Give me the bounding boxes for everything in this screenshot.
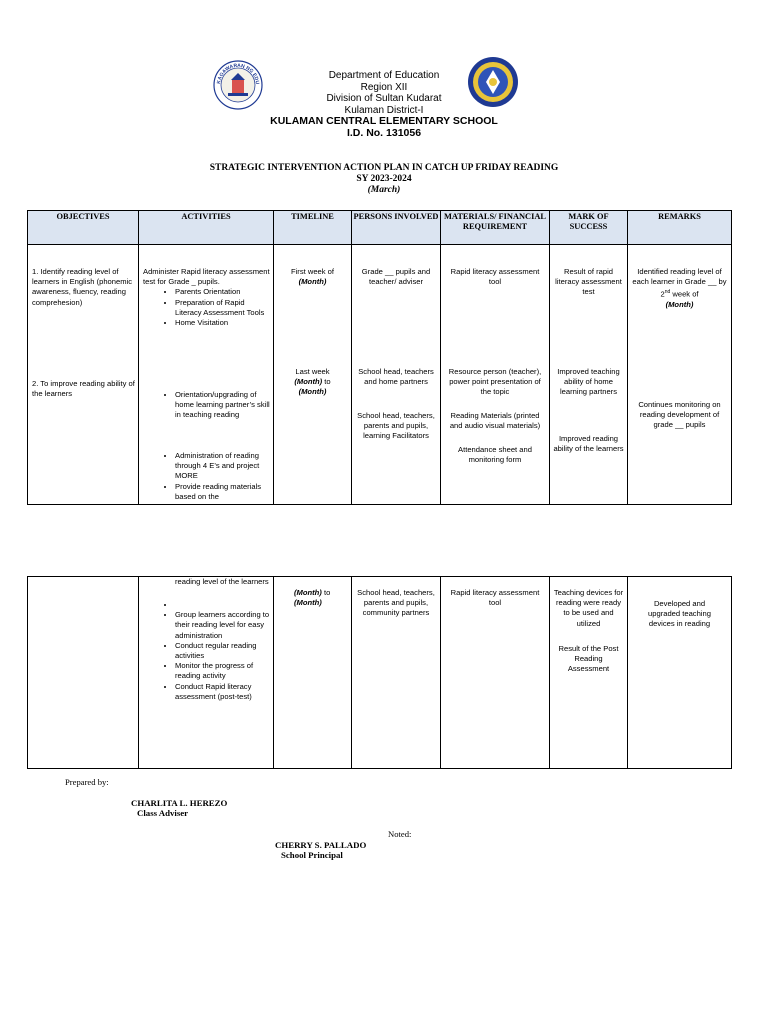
plan-title: [0, 163, 768, 196]
prepared-by-label: Prepared by:: [65, 777, 109, 787]
materials-cell: [441, 245, 550, 505]
table-row: [28, 577, 732, 769]
mark-cell: [550, 245, 628, 505]
activity-list-2: [143, 390, 270, 421]
plan-month: (March): [367, 185, 401, 195]
school-name: KULAMAN CENTRAL ELEMENTARY SCHOOL: [270, 115, 498, 127]
timeline-3: (Month) to (Month): [294, 588, 331, 608]
persons-cell: [352, 245, 441, 505]
mark-3: Improved reading ability of the learners: [553, 434, 624, 454]
col-persons-involved: PERSONS INVOLVED: [352, 211, 441, 245]
list-item: • Administration of reading through 4 E’s and project MORE: [175, 451, 270, 482]
materials-2: Resource person (teacher), power point presentation of the topic: [448, 367, 542, 397]
seal-arc-text: KAGAWARAN NG EDU: [215, 62, 261, 85]
noter-block: [275, 840, 366, 860]
list-item: • Conduct regular reading activities: [175, 641, 270, 661]
list-item: • Preparation of Rapid Literacy Assessment Tools: [175, 298, 270, 318]
mark-1: Result of rapid literacy assessment test: [555, 267, 622, 297]
mark-cell: [550, 577, 628, 769]
activity-intro: Administer Rapid literacy assessment test for Grade _ pupils. • Parents Orientation • Preparation of Rapid Literacy Assessment Tools • Home Visitation: [143, 267, 270, 328]
list-item: [175, 600, 270, 610]
activities-cell: [139, 245, 274, 505]
materials-3: Reading Materials (printed and audio visual materials): [449, 411, 541, 431]
timeline-1: First week of (Month): [290, 267, 335, 287]
list-item: • Orientation/upgrading of home learning partner’s skill in teaching reading: [175, 390, 270, 421]
preparer-name: CHARLITA L. HEREZO: [131, 798, 228, 808]
remark-3: Developed and upgraded teaching devices in reading: [648, 599, 711, 629]
timeline-2: Last week (Month) to (Month): [294, 367, 331, 397]
table-row: [28, 245, 732, 505]
remark-2: Continues monitoring on reading development of grade __ pupils: [638, 400, 721, 430]
col-remarks: REMARKS: [628, 211, 732, 245]
activities-cell: [139, 577, 274, 769]
objective-1: 1. Identify reading level of learners in English (phonemic awareness, fluency, reading comprehesion): [32, 267, 133, 307]
materials-1: Rapid literacy assessment tool: [450, 267, 540, 287]
persons-1: Grade __ pupils and teacher/ adviser: [361, 267, 431, 287]
persons-2: School head, teachers and home partners: [358, 367, 434, 387]
materials-4: Attendance sheet and monitoring form: [458, 445, 532, 465]
objectives-cell: [28, 577, 139, 769]
col-materials: MATERIALS/ FINANCIAL REQUIREMENT: [441, 211, 550, 245]
list-item: • Monitor the progress of reading activity: [175, 661, 270, 681]
col-timeline: TIMELINE: [274, 211, 352, 245]
col-objectives: OBJECTIVES: [28, 211, 139, 245]
mark-4: Teaching devices for reading were ready to be used and utilized: [553, 588, 624, 628]
activity-continued: reading level of the learners: [175, 577, 269, 586]
timeline-cell: [274, 245, 352, 505]
action-plan-table-continued: [27, 576, 732, 769]
preparer-title: Class Adviser: [137, 808, 189, 818]
activity-list-3: [143, 451, 270, 502]
plan-title-line: STRATEGIC INTERVENTION ACTION PLAN IN CATCH UP FRIDAY READING: [209, 163, 559, 173]
persons-cell: [352, 577, 441, 769]
action-plan-table: [27, 210, 732, 505]
list-item: • Group learners according to their reading level for easy administration: [175, 610, 270, 641]
materials-5: Rapid literacy assessment tool: [450, 588, 540, 608]
table-header-row: [28, 211, 732, 245]
header-line-deped: Department of Education: [328, 70, 440, 81]
remarks-cell: [628, 245, 732, 505]
header-line-division: Division of Sultan Kudarat: [326, 93, 442, 104]
school-id: I.D. No. 131056: [346, 126, 422, 139]
noter-title: School Principal: [281, 850, 343, 860]
persons-3: School head, teachers, parents and pupils, learning Facilitators: [357, 411, 435, 441]
header-line-district: Kulaman District-I: [344, 104, 424, 116]
school-year: SY 2023-2024: [356, 174, 412, 184]
materials-cell: [441, 577, 550, 769]
timeline-cell: [274, 577, 352, 769]
noter-name: CHERRY S. PALLADO: [275, 840, 367, 850]
mark-5: Result of the Post Reading Assessment: [558, 644, 619, 674]
list-item: • Home Visitation: [175, 318, 270, 328]
activity-list-continued: [143, 600, 270, 702]
preparer-block: [131, 798, 227, 818]
noted-label: Noted:: [388, 829, 412, 839]
list-item: • Parents Orientation: [175, 287, 270, 297]
mark-2: Improved teaching ability of home learning partners: [557, 367, 620, 397]
objective-2: 2. To improve reading ability of the learners: [32, 379, 135, 399]
col-mark-of-success: MARK OF SUCCESS: [550, 211, 628, 245]
document-header: [0, 70, 768, 139]
remark-1: Identified reading level of each learner in Grade __ by 2nd week of (Month): [632, 267, 727, 310]
list-item: • Conduct Rapid literacy assessment (post-test): [175, 682, 270, 702]
remarks-cell: [628, 577, 732, 769]
header-line-region: Region XII: [360, 81, 408, 93]
objectives-cell: [28, 245, 139, 505]
persons-4: School head, teachers, parents and pupils, community partners: [357, 588, 435, 618]
col-activities: ACTIVITIES: [139, 211, 274, 245]
list-item: • Provide reading materials based on the: [175, 482, 270, 502]
